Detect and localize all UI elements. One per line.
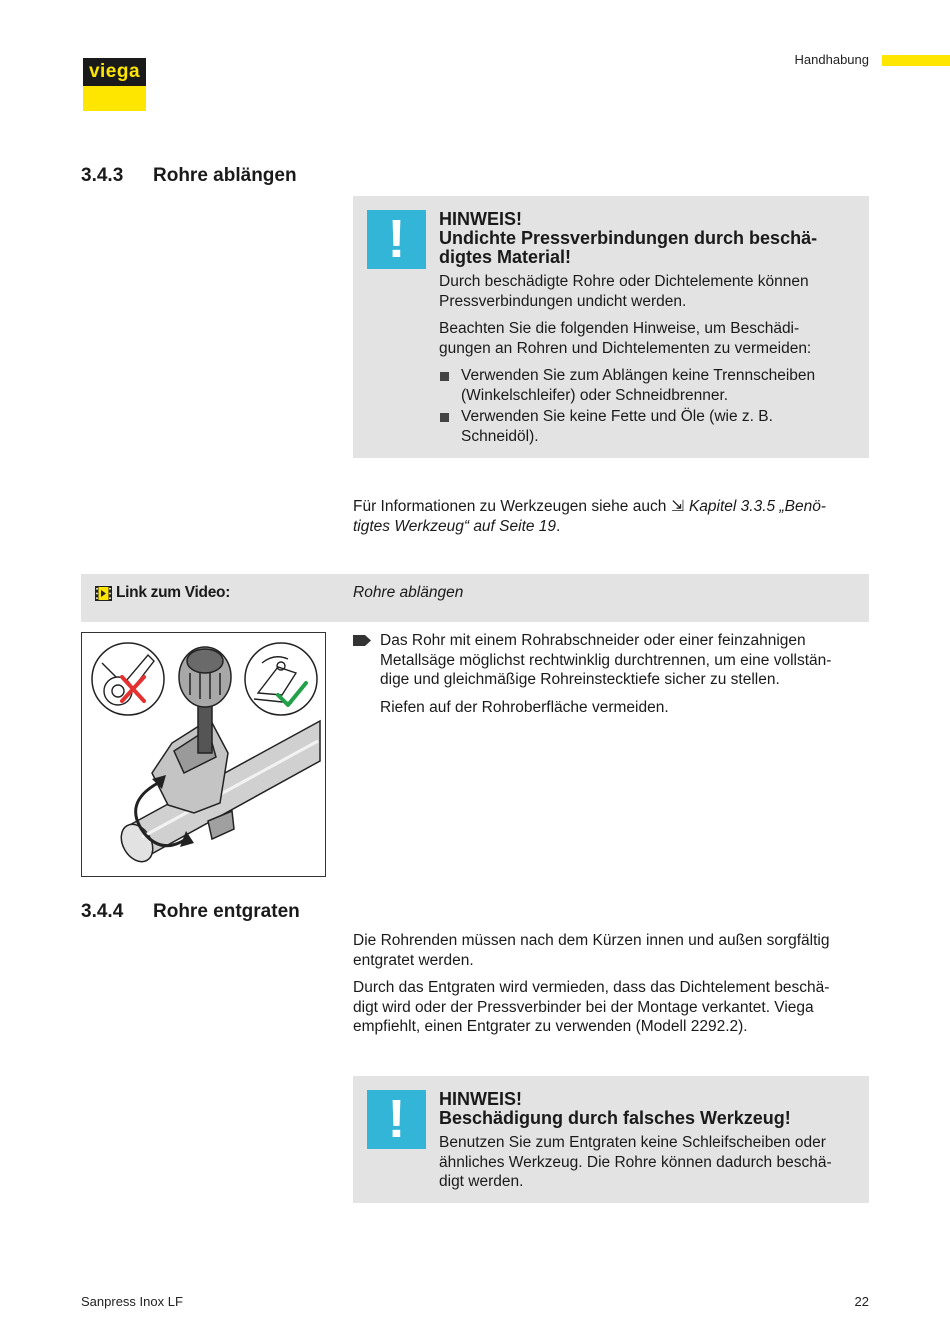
bullet-text: Verwenden Sie zum Ablängen keine Trennscheiben (461, 367, 816, 384)
video-link-label: Link zum Video: (116, 584, 231, 601)
notice-text: gungen an Rohren und Dichtelementen zu vermeiden: (439, 339, 812, 357)
paragraph-line: Die Rohrenden müssen nach dem Kürzen innen und außen sorgfältig (353, 932, 830, 949)
pipe-cutter-drawing (82, 633, 325, 876)
notice-text: Beachten Sie die folgenden Hinweise, um Beschädi- (439, 320, 800, 337)
notice-bullet (439, 407, 847, 446)
notice-heading: HINWEIS! (439, 209, 522, 229)
exclamation-icon: ! (367, 210, 426, 269)
step-text: Metallsäge möglichst rechtwinklig durchtrennen, um eine vollstän- (380, 651, 832, 669)
viega-logo: viega (83, 58, 146, 86)
step-text: Das Rohr mit einem Rohrabschneider oder einer feinzahnigen (380, 632, 806, 649)
paragraph-line: entgratet werden. (353, 951, 474, 969)
pipe-cutter-illustration (81, 632, 326, 877)
deburring-text (353, 931, 869, 1037)
notice-heading: HINWEIS! (439, 1089, 522, 1109)
notice-text: Pressverbindungen undicht werden. (439, 292, 687, 310)
reference-text: Für Informationen zu Werkzeugen siehe auch (353, 498, 667, 515)
chapter-link[interactable]: Kapitel 3.3.5 „Benö- (688, 498, 826, 515)
section-heading-3-4-4 (81, 901, 381, 925)
section-number: 3.4.4 (81, 901, 124, 922)
notice-box-material (353, 196, 869, 458)
bullet-square-icon (440, 372, 449, 381)
notice-subheading: Undichte Pressverbindungen durch beschä- (439, 228, 818, 248)
notice-text: Benutzen Sie zum Entgraten keine Schleifscheiben oder (439, 1134, 826, 1151)
bullet-text: Verwenden Sie keine Fette und Öle (wie z. B. (461, 408, 773, 425)
page-number: 22 (854, 1294, 869, 1309)
step-arrow-icon (353, 635, 371, 646)
notice-bullet (439, 366, 847, 405)
paragraph-line: digt wird oder der Pressverbinder bei der Montage verkantet. Viega (353, 998, 814, 1016)
section-label: Handhabung (794, 52, 869, 67)
paragraph-line: empfiehlt, einen Entgrater zu verwenden (Modell 2292.2). (353, 1018, 748, 1035)
header-accent-bar (882, 55, 950, 66)
exclamation-icon: ! (367, 1090, 426, 1149)
notice-subheading: Beschädigung durch falsches Werkzeug! (439, 1108, 791, 1128)
notice-subheading: digtes Material! (439, 247, 572, 267)
footer-product: Sanpress Inox LF (81, 1294, 183, 1309)
cutting-step (353, 631, 869, 717)
tool-reference-paragraph (353, 497, 869, 536)
notice-text: ähnliches Werkzeug. Die Rohre können dadurch beschä- (439, 1153, 832, 1171)
step-text: dige und gleichmäßige Rohreinstecktiefe sicher zu stellen. (380, 671, 780, 688)
notice-text: digt werden. (439, 1173, 524, 1190)
section-title: Rohre ablängen (153, 165, 297, 186)
section-title: Rohre entgraten (153, 901, 300, 922)
notice-text: Durch beschädigte Rohre oder Dichtelemente können (439, 273, 809, 290)
video-link-bar (81, 574, 869, 622)
bullet-square-icon (440, 413, 449, 422)
section-heading-3-4-3 (81, 165, 381, 189)
bullet-text: (Winkelschleifer) oder Schneidbrenner. (461, 386, 729, 404)
logo-yellow-block (83, 86, 146, 111)
chapter-link[interactable]: tigtes Werkzeug“ auf Seite 19 (353, 517, 557, 535)
bullet-text: Schneidöl). (461, 427, 539, 445)
video-link[interactable]: Rohre ablängen (353, 584, 464, 601)
step-note: Riefen auf der Rohroberfläche vermeiden. (380, 698, 669, 716)
paragraph-line: Durch das Entgraten wird vermieden, dass das Dichtelement beschä- (353, 979, 830, 996)
arrow-link-icon: ⇲ (671, 498, 685, 515)
reference-suffix: . (556, 517, 561, 535)
notice-box-tool (353, 1076, 869, 1203)
film-icon (95, 586, 112, 601)
section-number: 3.4.3 (81, 165, 124, 186)
